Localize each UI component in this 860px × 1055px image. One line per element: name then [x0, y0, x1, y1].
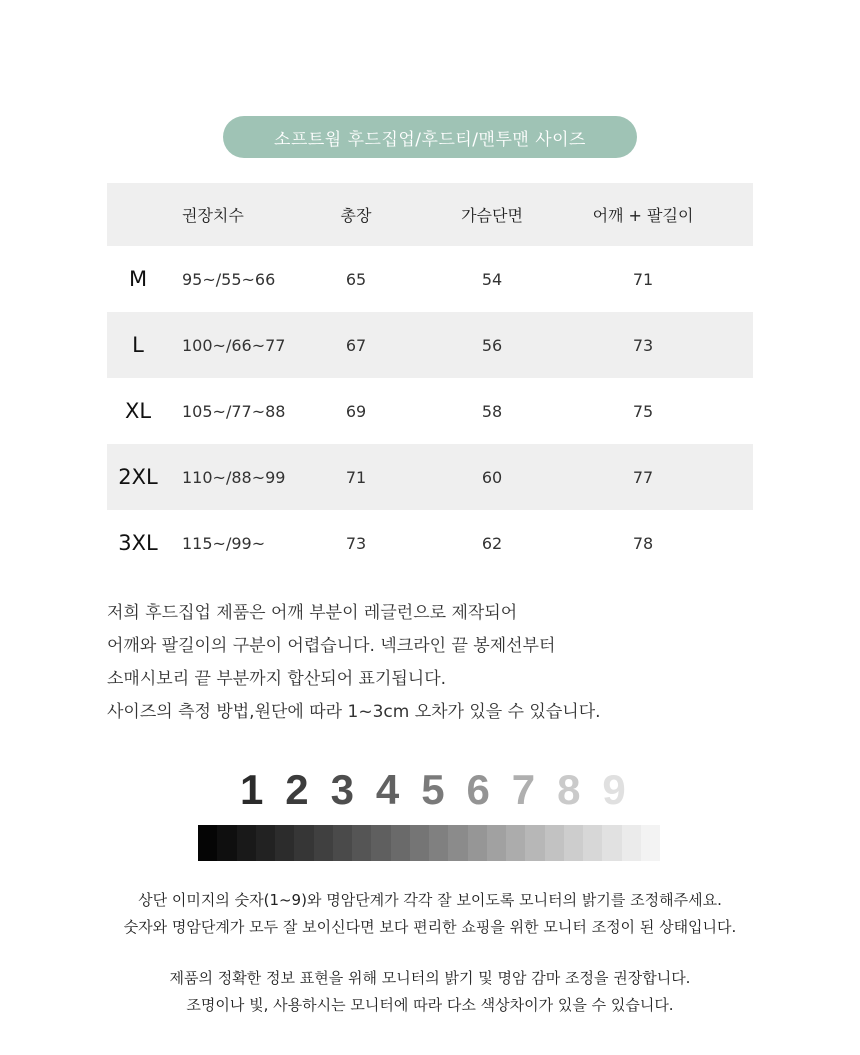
recommended-value: 110~/88~99 — [182, 467, 286, 487]
header-chest: 가슴단면 — [461, 206, 523, 225]
size-label: 3XL — [118, 531, 158, 555]
gradient-step — [487, 825, 506, 861]
gradient-step — [391, 825, 410, 861]
test-digit: 8 — [557, 766, 581, 813]
size-label: M — [128, 267, 148, 291]
header-recommended: 권장치수 — [182, 206, 244, 225]
test-digit: 5 — [421, 766, 445, 813]
gradient-step — [217, 825, 236, 861]
size-label: XL — [124, 399, 152, 423]
test-digit: 7 — [511, 766, 536, 813]
test-digit: 6 — [466, 766, 490, 813]
note-line: 어깨와 팔길이의 구분이 어렵습니다. 넥크라인 끝 봉제선부터 — [107, 636, 556, 656]
size-chart-title: 소프트웜 후드집업/후드티/맨투맨 사이즈 — [223, 116, 637, 158]
length-value: 71 — [345, 467, 367, 487]
size-notes — [107, 597, 747, 729]
gradient-step — [545, 825, 564, 861]
gradient-step — [275, 825, 294, 861]
info-line: 상단 이미지의 숫자(1~9)와 명암단계가 각각 잘 보이도록 모니터의 밝기를 조정해주세요. — [138, 891, 722, 909]
monitor-info-1 — [0, 887, 860, 941]
monitor-test-digits — [230, 766, 630, 816]
gradient-step — [333, 825, 352, 861]
info-line: 숫자와 명암단계가 모두 잘 보이신다면 보다 편리한 쇼핑을 위한 모니터 조정이 된 상태입니다. — [123, 918, 737, 936]
gradient-step — [429, 825, 448, 861]
chest-value: 62 — [481, 533, 503, 553]
gradient-step — [602, 825, 621, 861]
test-digit: 3 — [330, 766, 354, 813]
gradient-step — [564, 825, 583, 861]
grayscale-gradient-bar — [198, 825, 660, 861]
sleeve-value: 77 — [632, 467, 654, 487]
length-value: 67 — [345, 335, 367, 355]
note-line: 사이즈의 측정 방법,원단에 따라 1~3cm 오차가 있을 수 있습니다. — [107, 702, 601, 722]
gradient-step — [506, 825, 525, 861]
length-value: 69 — [345, 401, 367, 421]
monitor-info-2 — [0, 965, 860, 1019]
test-digit: 9 — [602, 766, 626, 813]
note-line: 저희 후드집업 제품은 어깨 부분이 레글런으로 제작되어 — [107, 603, 518, 623]
chest-value: 60 — [481, 467, 503, 487]
table-row — [107, 312, 753, 378]
size-label: L — [132, 333, 144, 357]
sleeve-value: 78 — [632, 533, 654, 553]
table-header-row — [107, 183, 753, 246]
header-length: 총장 — [340, 206, 372, 225]
sleeve-value: 75 — [632, 401, 654, 421]
info-line: 조명이나 빛, 사용하시는 모니터에 따라 다소 색상차이가 있을 수 있습니다. — [186, 996, 674, 1014]
chest-value: 58 — [481, 401, 503, 421]
gradient-step — [237, 825, 256, 861]
gradient-step — [448, 825, 467, 861]
chest-value: 56 — [481, 335, 503, 355]
recommended-value: 105~/77~88 — [182, 401, 286, 421]
length-value: 65 — [345, 269, 367, 289]
gradient-step — [410, 825, 429, 861]
table-row — [107, 510, 753, 576]
size-label: 2XL — [118, 465, 158, 489]
table-row — [107, 246, 753, 312]
test-digit: 1 — [240, 766, 264, 813]
table-row — [107, 444, 753, 510]
gradient-step — [256, 825, 275, 861]
gradient-step — [583, 825, 602, 861]
recommended-value: 115~/99~ — [182, 533, 266, 553]
gradient-step — [641, 825, 660, 861]
gradient-step — [371, 825, 390, 861]
chest-value: 54 — [481, 269, 503, 289]
gradient-step — [352, 825, 371, 861]
gradient-step — [622, 825, 641, 861]
sleeve-value: 73 — [632, 335, 654, 355]
length-value: 73 — [345, 533, 367, 553]
info-line: 제품의 정확한 정보 표현을 위해 모니터의 밝기 및 명암 감마 조정을 권장합니다. — [169, 969, 691, 987]
gradient-step — [468, 825, 487, 861]
header-sleeve: 어깨 + 팔길이 — [592, 206, 694, 225]
gradient-step — [198, 825, 217, 861]
recommended-value: 100~/66~77 — [182, 335, 286, 355]
gradient-step — [294, 825, 313, 861]
gradient-step — [525, 825, 544, 861]
test-digit: 4 — [375, 766, 400, 813]
size-table — [107, 183, 753, 576]
sleeve-value: 71 — [632, 269, 654, 289]
test-digit: 2 — [285, 766, 309, 813]
recommended-value: 95~/55~66 — [182, 269, 276, 289]
gradient-step — [314, 825, 333, 861]
table-row — [107, 378, 753, 444]
header-size — [107, 183, 169, 246]
note-line: 소매시보리 끝 부분까지 합산되어 표기됩니다. — [107, 669, 447, 689]
